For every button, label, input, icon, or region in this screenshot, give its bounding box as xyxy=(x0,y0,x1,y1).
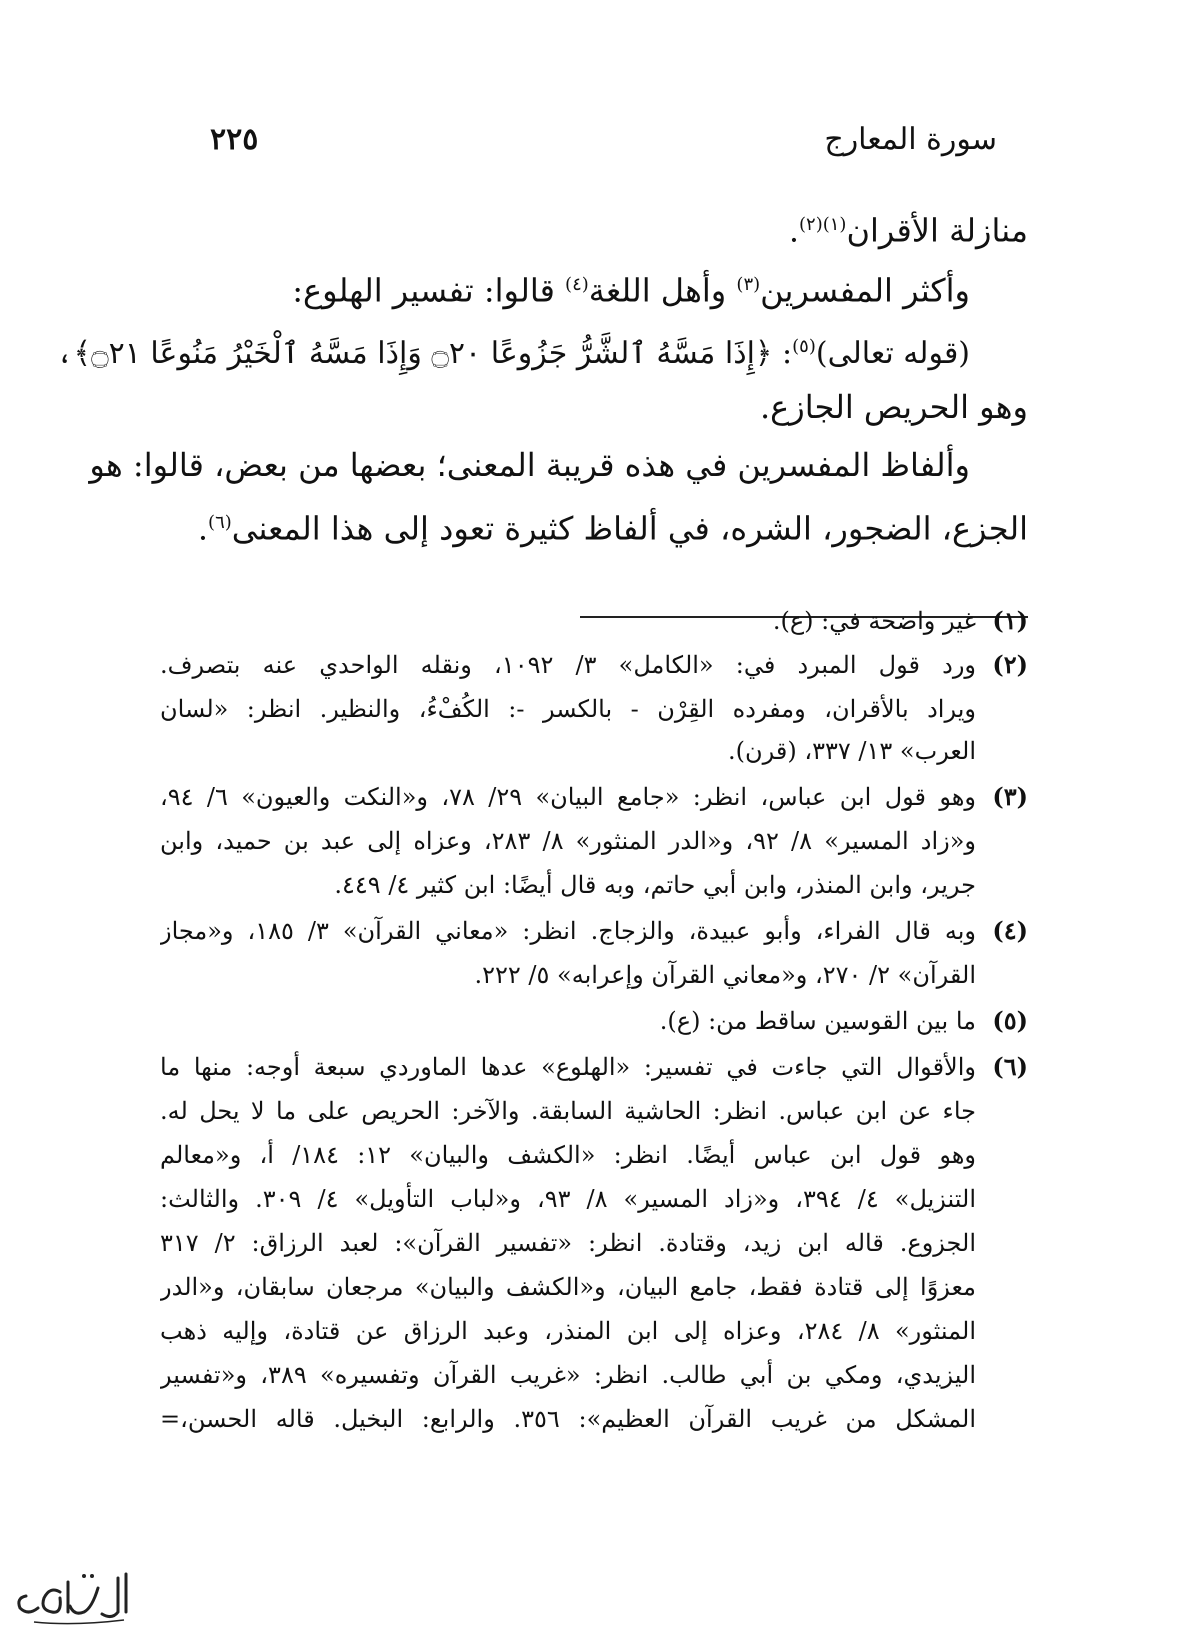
footnote-line: و«زاد المسير» ٨/ ٩٢، و«الدر المنثور» ٨/ ٢٨٣، وعزاه إلى عبد بن حميد، وابن xyxy=(160,827,976,855)
footnote-1 xyxy=(160,600,1028,642)
watermark-logo xyxy=(14,1568,134,1632)
footnote-line: ورد قول المبرد في: «الكامل» ٣/ ١٠٩٢، ونقله الواحدي عنه بتصرف. xyxy=(160,651,976,679)
footnote-5 xyxy=(160,1000,1028,1042)
footnote-2 xyxy=(160,644,1028,686)
footnote-3-line-2 xyxy=(160,820,1028,862)
footnote-6-line-8 xyxy=(160,1354,1028,1396)
footnote-6-line-4 xyxy=(160,1178,1028,1220)
footnote-line: ويراد بالأقران، ومفرده القِرْن - بالكسر -: الكُفْءُ، والنظير. انظر: «لسان xyxy=(160,695,976,723)
footnote-number: (٢) xyxy=(992,650,1028,679)
body-text: قالوا: تفسير الهلوع: xyxy=(292,271,566,310)
footnote-line: وهو قول ابن عباس، انظر: «جامع البيان» ٢٩/ ٧٨، و«النكت والعيون» ٦/ ٩٤، xyxy=(160,783,976,811)
body-text: . xyxy=(197,509,209,548)
footnote-line: المشكل من غريب القرآن العظيم»: ٣٥٦. والرابع: البخيل. قاله الحسن،= xyxy=(160,1405,976,1433)
footnote-ref[interactable]: (١)(٢) xyxy=(798,214,847,235)
body-text: . xyxy=(788,211,799,250)
footnote-number: (٥) xyxy=(992,1006,1028,1035)
body-line-1 xyxy=(160,200,1028,256)
footnote-line: غير واضحة في: (ع). xyxy=(772,607,976,635)
quran-verse: : ﴿إِذَا مَسَّهُ ٱلشَّرُّ جَزُوعًا ۝٢٠ وَإِذَا مَسَّهُ ٱلْخَيْرُ مَنُوعًا ۝٢١﴾، xyxy=(55,336,793,371)
footnote-line: جاء عن ابن عباس. انظر: الحاشية السابقة. والآخر: الحريص على ما لا يحل له. xyxy=(160,1097,976,1125)
footnote-ref[interactable]: (٦) xyxy=(208,512,232,533)
footnote-line: معزوًا إلى قتادة فقط، جامع البيان، و«الكشف والبيان» مرجعان سابقان، و«الدر xyxy=(160,1273,976,1301)
footnote-6-line-6 xyxy=(160,1266,1028,1308)
footnote-line: القرآن» ٢/ ٢٧٠، و«معاني القرآن وإعرابه» ٥/ ٢٢٢. xyxy=(474,961,976,989)
footnote-line: الجزوع. قاله ابن زيد، وقتادة. انظر: «تفسير القرآن»: لعبد الرزاق: ٢/ ٣١٧ xyxy=(160,1229,976,1257)
footnote-ref[interactable]: (٤) xyxy=(565,274,589,295)
footnote-line: التنزيل» ٤/ ٣٩٤، و«زاد المسير» ٨/ ٩٣، و«لباب التأويل» ٤/ ٣٠٩. والثالث: xyxy=(160,1185,976,1213)
footnote-6-line-3 xyxy=(160,1134,1028,1176)
body-text: وهو الحريص الجازع. xyxy=(759,388,1028,426)
page-number: ٢٢٥ xyxy=(210,122,259,157)
footnote-ref[interactable]: (٥) xyxy=(792,336,816,357)
footnote-2-line-2 xyxy=(160,688,1028,730)
body-text: منازلة الأقران xyxy=(846,211,1028,250)
footnote-line: المنثور» ٨/ ٢٨٤، وعزاه إلى ابن المنذر، وعبد الرزاق عن قتادة، وإليه ذهب xyxy=(160,1317,976,1345)
footnote-line: جرير، وابن المنذر، وابن أبي حاتم، وبه قال أيضًا: ابن كثير ٤/ ٤٤٩. xyxy=(334,871,976,899)
footnote-4 xyxy=(160,910,1028,952)
footnote-line: العرب» ١٣/ ٣٣٧، (قرن). xyxy=(728,737,976,765)
footnote-3-line-3 xyxy=(160,864,1028,906)
footnote-2-line-3 xyxy=(160,730,1028,772)
footnote-ref[interactable]: (٣) xyxy=(736,274,761,295)
body-line-5 xyxy=(89,440,970,490)
running-header-title: سورة المعارج xyxy=(824,122,997,157)
body-text: الجزع، الضجور، الشره، في ألفاظ كثيرة تعود إلى هذا المعنى xyxy=(231,509,1028,548)
footnote-line: ما بين القوسين ساقط من: (ع). xyxy=(659,1007,976,1035)
footnote-line: اليزيدي، ومكي بن أبي طالب. انظر: «غريب القرآن وتفسيره» ٣٨٩، و«تفسير xyxy=(160,1361,976,1389)
footnote-number: (٤) xyxy=(992,916,1028,945)
footnote-6-line-5 xyxy=(160,1222,1028,1264)
footnote-line: وبه قال الفراء، وأبو عبيدة، والزجاج. انظر: «معاني القرآن» ٣/ ١٨٥، و«مجاز xyxy=(160,917,976,945)
body-line-4 xyxy=(160,382,1028,432)
footnote-line: والأقوال التي جاءت في تفسير: «الهلوع» عدها الماوردي سبعة أوجه: منها ما xyxy=(160,1053,976,1081)
footnote-3 xyxy=(160,776,1028,818)
body-text: (قوله تعالى) xyxy=(815,336,970,371)
footnote-4-line-2 xyxy=(160,954,1028,996)
footnotes xyxy=(160,600,1028,1600)
footnote-6 xyxy=(160,1046,1028,1088)
body-text: وألفاظ المفسرين في هذه قريبة المعنى؛ بعضها من بعض، قالوا: هو xyxy=(89,446,970,484)
body-line-3-quran-verse xyxy=(55,322,970,379)
footnote-number: (٦) xyxy=(992,1052,1028,1081)
body-line-6 xyxy=(160,498,1028,554)
calligraphy-logo-icon xyxy=(14,1568,134,1632)
footnote-6-line-2 xyxy=(160,1090,1028,1132)
footnote-6-line-7 xyxy=(160,1310,1028,1352)
footnote-number: (٣) xyxy=(992,782,1028,811)
body-text: وأهل اللغة xyxy=(588,271,737,310)
footnote-line: وهو قول ابن عباس أيضًا. انظر: «الكشف والبيان» ١٢: ١٨٤/ أ، و«معالم xyxy=(160,1141,976,1169)
body-line-2 xyxy=(160,260,970,316)
body-text: وأكثر المفسرين xyxy=(760,271,970,310)
footnote-number: (١) xyxy=(992,606,1028,635)
footnote-6-line-9 xyxy=(160,1398,1028,1440)
